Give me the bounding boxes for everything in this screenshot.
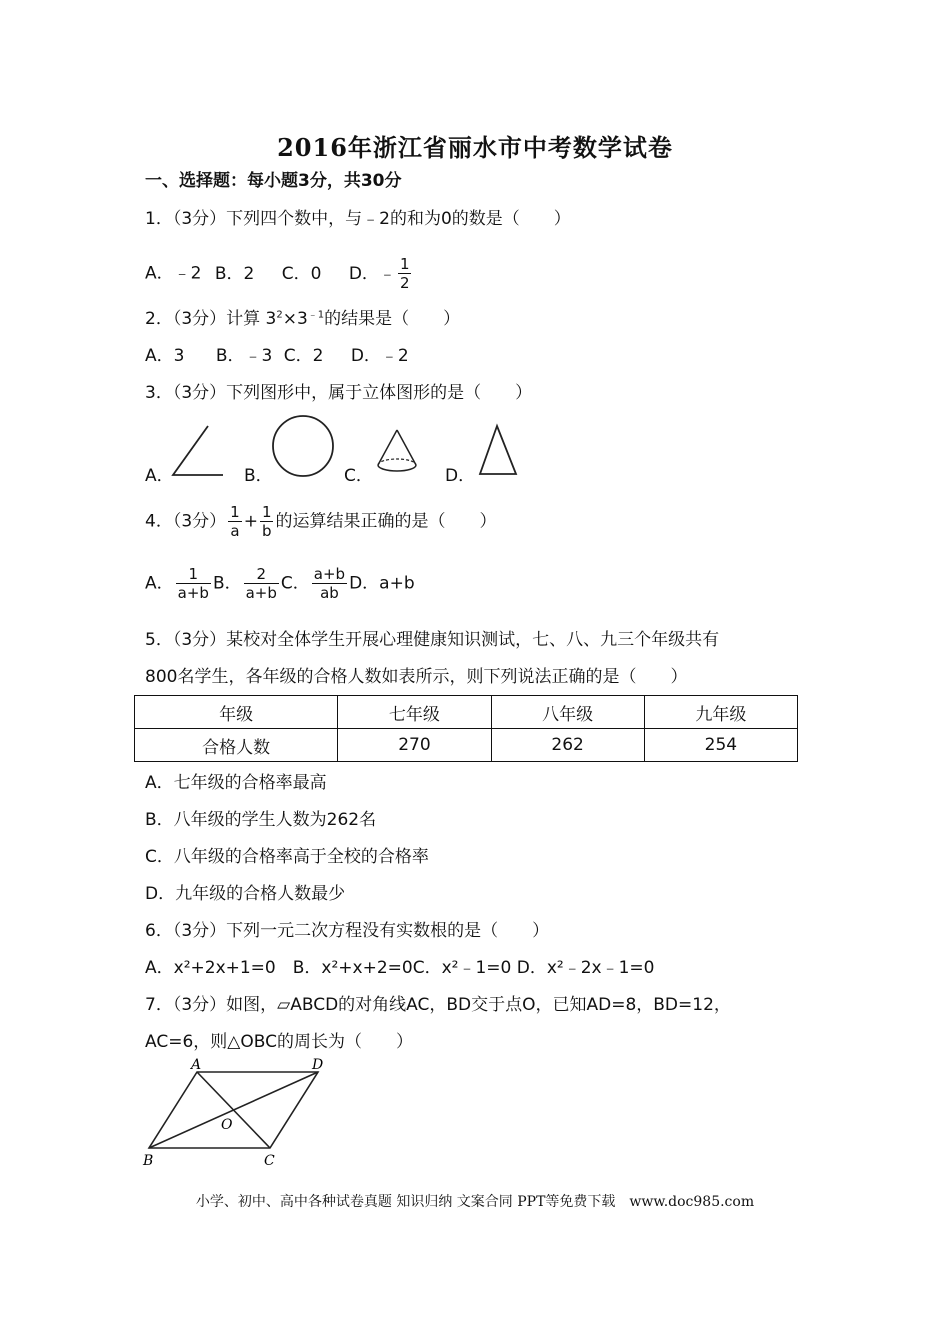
- table-row: [135, 729, 798, 762]
- table-header-cell: 年级: [135, 696, 338, 729]
- option-a: A．: [145, 573, 174, 594]
- vertex-label-d: D: [312, 1057, 324, 1073]
- question-1-stem: 1．（3分）下列四个数中，与﹣2的和为0的数是（ ）: [145, 209, 571, 229]
- question-2-stem: 2．（3分）计算 $3^2\times 3^{﹣1}$的结果是（ ）: [145, 309, 461, 329]
- circle-figure: [270, 413, 336, 479]
- fraction: $\frac{1}{a}$: [230, 503, 240, 540]
- angle-figure: [170, 423, 226, 478]
- footer-text: 小学、初中、高中各种试卷真题 知识归纳 文案合同 PPT等免费下载 www.doc985.com: [195, 1194, 755, 1210]
- table-header-cell: 八年级: [491, 696, 644, 729]
- option-d: D．: [445, 466, 476, 486]
- fraction: $\frac{1}{2}$: [399, 255, 410, 292]
- question-5-line-2: 800名学生，各年级的合格人数如表所示，则下列说法正确的是（ ）: [145, 667, 688, 687]
- fraction: $\frac{1}{a+b}$: [177, 565, 209, 602]
- option-d: D．﹣2: [350, 346, 409, 366]
- question-7-line-1: 7．（3分）如图，▱ABCD的对角线AC，BD交于点O，已知AD=8，BD=12，: [145, 995, 731, 1015]
- question-6-stem: 6．（3分）下列一元二次方程没有实数根的是（ ）: [145, 921, 550, 941]
- table-cell: 合格人数: [135, 729, 338, 762]
- fraction: $\frac{2}{a+b}$: [245, 565, 277, 602]
- center-label-o: O: [221, 1117, 233, 1133]
- option-c: C．八年级的合格率高于全校的合格率: [145, 847, 429, 867]
- question-1-options: [145, 255, 413, 292]
- question-4-options: [145, 565, 415, 602]
- table-row: [135, 696, 798, 729]
- vertex-label-b: B: [143, 1153, 154, 1169]
- option-a: A．: [145, 466, 174, 486]
- option-b: B．2: [214, 263, 255, 284]
- question-2-options: [145, 341, 409, 366]
- vertex-label-c: C: [264, 1153, 275, 1169]
- option-c: C．: [344, 466, 373, 486]
- question-6-options: A．x²+2x+1=0 B．x²+x+2=0C．x²﹣1=0 D．x²﹣2x﹣1=0: [145, 958, 655, 978]
- question-4-stem: 4．（3分） $\frac{1}{a}$ + $\frac{1}{b}$ 的运算结果正确的是（ ）: [145, 503, 497, 540]
- option-d: D．﹣: [348, 263, 396, 284]
- question-5-line-1: 5．（3分）某校对全体学生开展心理健康知识测试，七、八、九三个年级共有: [145, 630, 720, 650]
- grades-table: [134, 695, 798, 762]
- fraction: $\frac{1}{b}$: [261, 503, 272, 540]
- option-b: B．: [212, 573, 242, 594]
- table-header-cell: 九年级: [644, 696, 797, 729]
- option-c: C．2: [283, 346, 324, 366]
- vertex-label-a: A: [191, 1057, 202, 1073]
- option-a: A．3: [145, 346, 185, 366]
- option-c: C．: [280, 573, 310, 594]
- option-b: B．八年级的学生人数为262名: [145, 810, 377, 830]
- option-b: B．﹣3: [215, 346, 273, 366]
- section-heading: 一、选择题：每小题3分，共30分: [145, 171, 402, 191]
- parallelogram-figure: [140, 1056, 340, 1174]
- table-header-cell: 七年级: [338, 696, 491, 729]
- table-cell: 270: [338, 729, 491, 762]
- page-title: 2016年浙江省丽水市中考数学试卷: [277, 133, 673, 162]
- option-d: D．a+b: [349, 573, 415, 594]
- table-cell: 262: [491, 729, 644, 762]
- triangle-figure: [476, 423, 520, 477]
- option-c: C．0: [281, 263, 322, 284]
- table-cell: 254: [644, 729, 797, 762]
- question-7-line-2: AC=6，则△OBC的周长为（ ）: [145, 1032, 413, 1052]
- option-b: B．: [244, 466, 273, 486]
- option-a: A．﹣2: [145, 263, 202, 284]
- question-3-stem: 3．（3分）下列图形中，属于立体图形的是（ ）: [145, 383, 533, 403]
- option-a: A．七年级的合格率最高: [145, 773, 327, 793]
- cone-figure: [374, 427, 420, 477]
- option-d: D．九年级的合格人数最少: [145, 884, 346, 904]
- fraction: $\frac{a+b}{ab}$: [313, 565, 346, 602]
